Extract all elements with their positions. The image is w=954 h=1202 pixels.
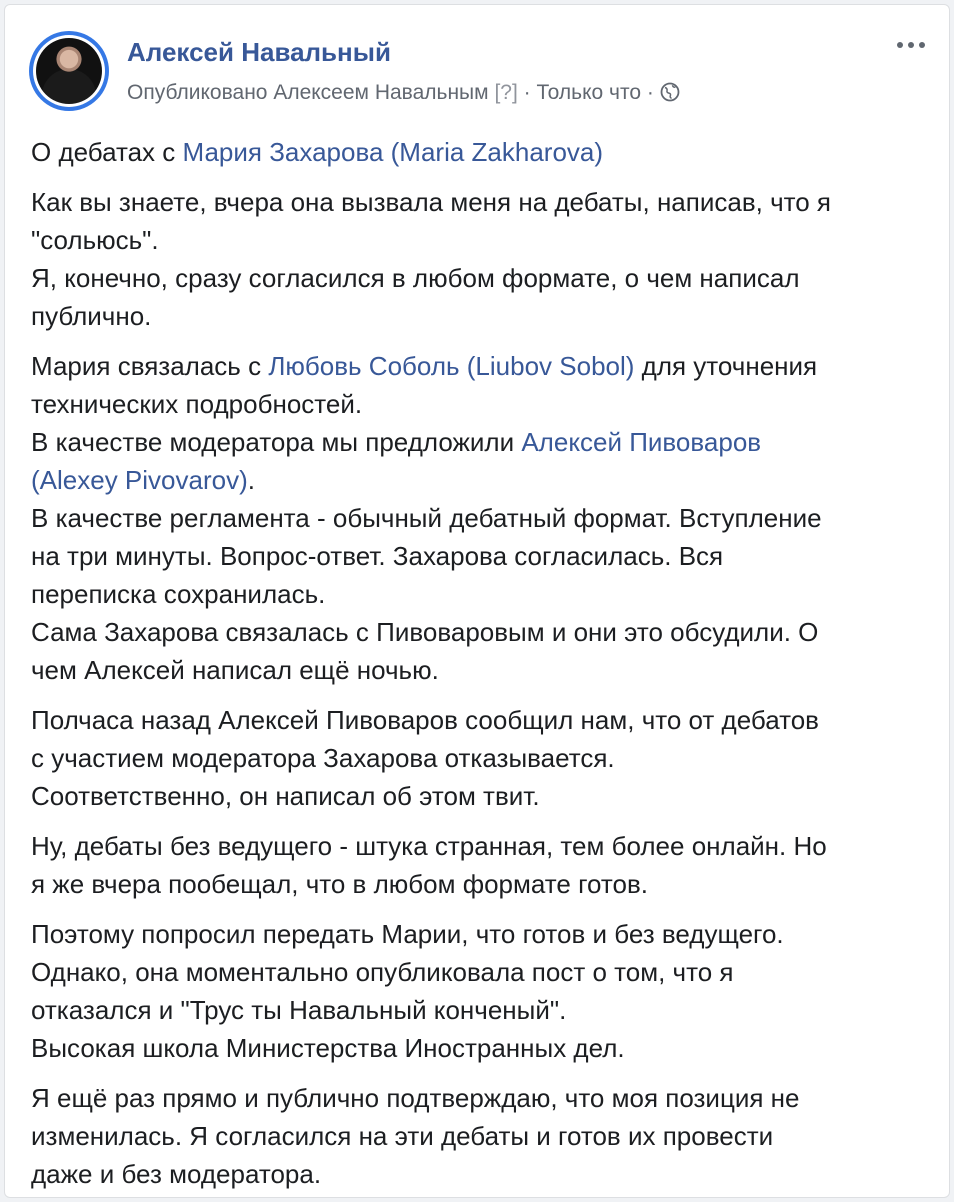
paragraph-3 [31, 347, 911, 689]
avatar-photo [36, 38, 102, 104]
paragraph-line: В качестве модератора мы предложили [31, 427, 522, 457]
mention-maria-zakharova[interactable]: Мария Захарова (Maria Zakharova) [182, 137, 604, 167]
author-name[interactable]: Алексей Навальный [127, 37, 391, 67]
paragraph-line: Поэтому попросил передать Марии, что готов и без ведущего. [31, 919, 784, 949]
mention-liubov-sobol[interactable]: Любовь Соболь (Liubov Sobol) [268, 351, 635, 381]
paragraph-2 [31, 183, 911, 335]
paragraph-line: для уточнения [634, 351, 818, 381]
paragraph-line: Ну, дебаты без ведущего - штука странная, тем более онлайн. Но [31, 831, 827, 861]
paragraph-line: . [247, 465, 255, 495]
post-time[interactable]: Только что [536, 81, 642, 104]
post-header [5, 5, 949, 115]
paragraph-line: Сама Захарова связалась с Пивоваровым и они это обсудили. О [31, 617, 819, 647]
paragraph-line: Как вы знаете, вчера она вызвала меня на дебаты, написав, что я [31, 187, 832, 217]
paragraph-line: технических подробностей. [31, 389, 363, 419]
post-card [4, 4, 950, 1198]
paragraph-line: переписка сохранилась. [31, 579, 326, 609]
paragraph-line: Я, конечно, сразу согласился в любом формате, о чем написал [31, 263, 800, 293]
mention-alexey-pivovarov-latin[interactable]: (Alexey Pivovarov) [31, 465, 248, 495]
paragraph-1 [31, 133, 911, 171]
paragraph-line: Соответственно, он написал об этом твит. [31, 781, 540, 811]
paragraph-line: я же вчера пообещал, что в любом формате готов. [31, 869, 648, 899]
paragraph-line: чем Алексей написал ещё ночью. [31, 655, 439, 685]
paragraph-line: В качестве регламента - обычный дебатный формат. Вступление [31, 503, 822, 533]
paragraph-line: публично. [31, 301, 152, 331]
paragraph-5 [31, 827, 911, 903]
avatar[interactable] [29, 31, 109, 111]
paragraph-line: "сольюсь". [31, 225, 159, 255]
meta-separator: · [646, 81, 654, 104]
post-meta [127, 79, 680, 107]
mention-alexey-pivovarov[interactable]: Алексей Пивоваров [521, 427, 762, 457]
more-icon[interactable] [891, 33, 931, 57]
paragraph-line: с участием модератора Захарова отказывается. [31, 743, 615, 773]
post-body [31, 133, 911, 1193]
paragraph-line: Я ещё раз прямо и публично подтверждаю, что моя позиция не [31, 1083, 800, 1113]
meta-separator: · [523, 81, 531, 104]
paragraph-line: Полчаса назад Алексей Пивоваров сообщил нам, что от дебатов [31, 705, 819, 735]
published-by: Опубликовано Алексеем Навальным [127, 81, 489, 104]
paragraph-line: изменилась. Я согласился на эти дебаты и готов их провести [31, 1121, 774, 1151]
globe-icon[interactable] [660, 82, 680, 102]
paragraph-line: Мария связалась с [31, 351, 269, 381]
paragraph-text: О дебатах с [31, 137, 183, 167]
more-dot [908, 42, 914, 48]
paragraph-line: Высокая школа Министерства Иностранных дел. [31, 1033, 625, 1063]
paragraph-line: даже и без модератора. [31, 1159, 322, 1189]
avatar-frame [33, 35, 105, 107]
paragraph-6 [31, 915, 911, 1067]
more-dot [897, 42, 903, 48]
help-link[interactable]: [?] [494, 81, 518, 104]
paragraph-line: на три минуты. Вопрос-ответ. Захарова согласилась. Вся [31, 541, 724, 571]
paragraph-4 [31, 701, 911, 815]
paragraph-line: Однако, она моментально опубликовала пост о том, что я [31, 957, 734, 987]
more-dot [919, 42, 925, 48]
paragraph-7 [31, 1079, 911, 1193]
paragraph-line: отказался и "Трус ты Навальный конченый". [31, 995, 567, 1025]
